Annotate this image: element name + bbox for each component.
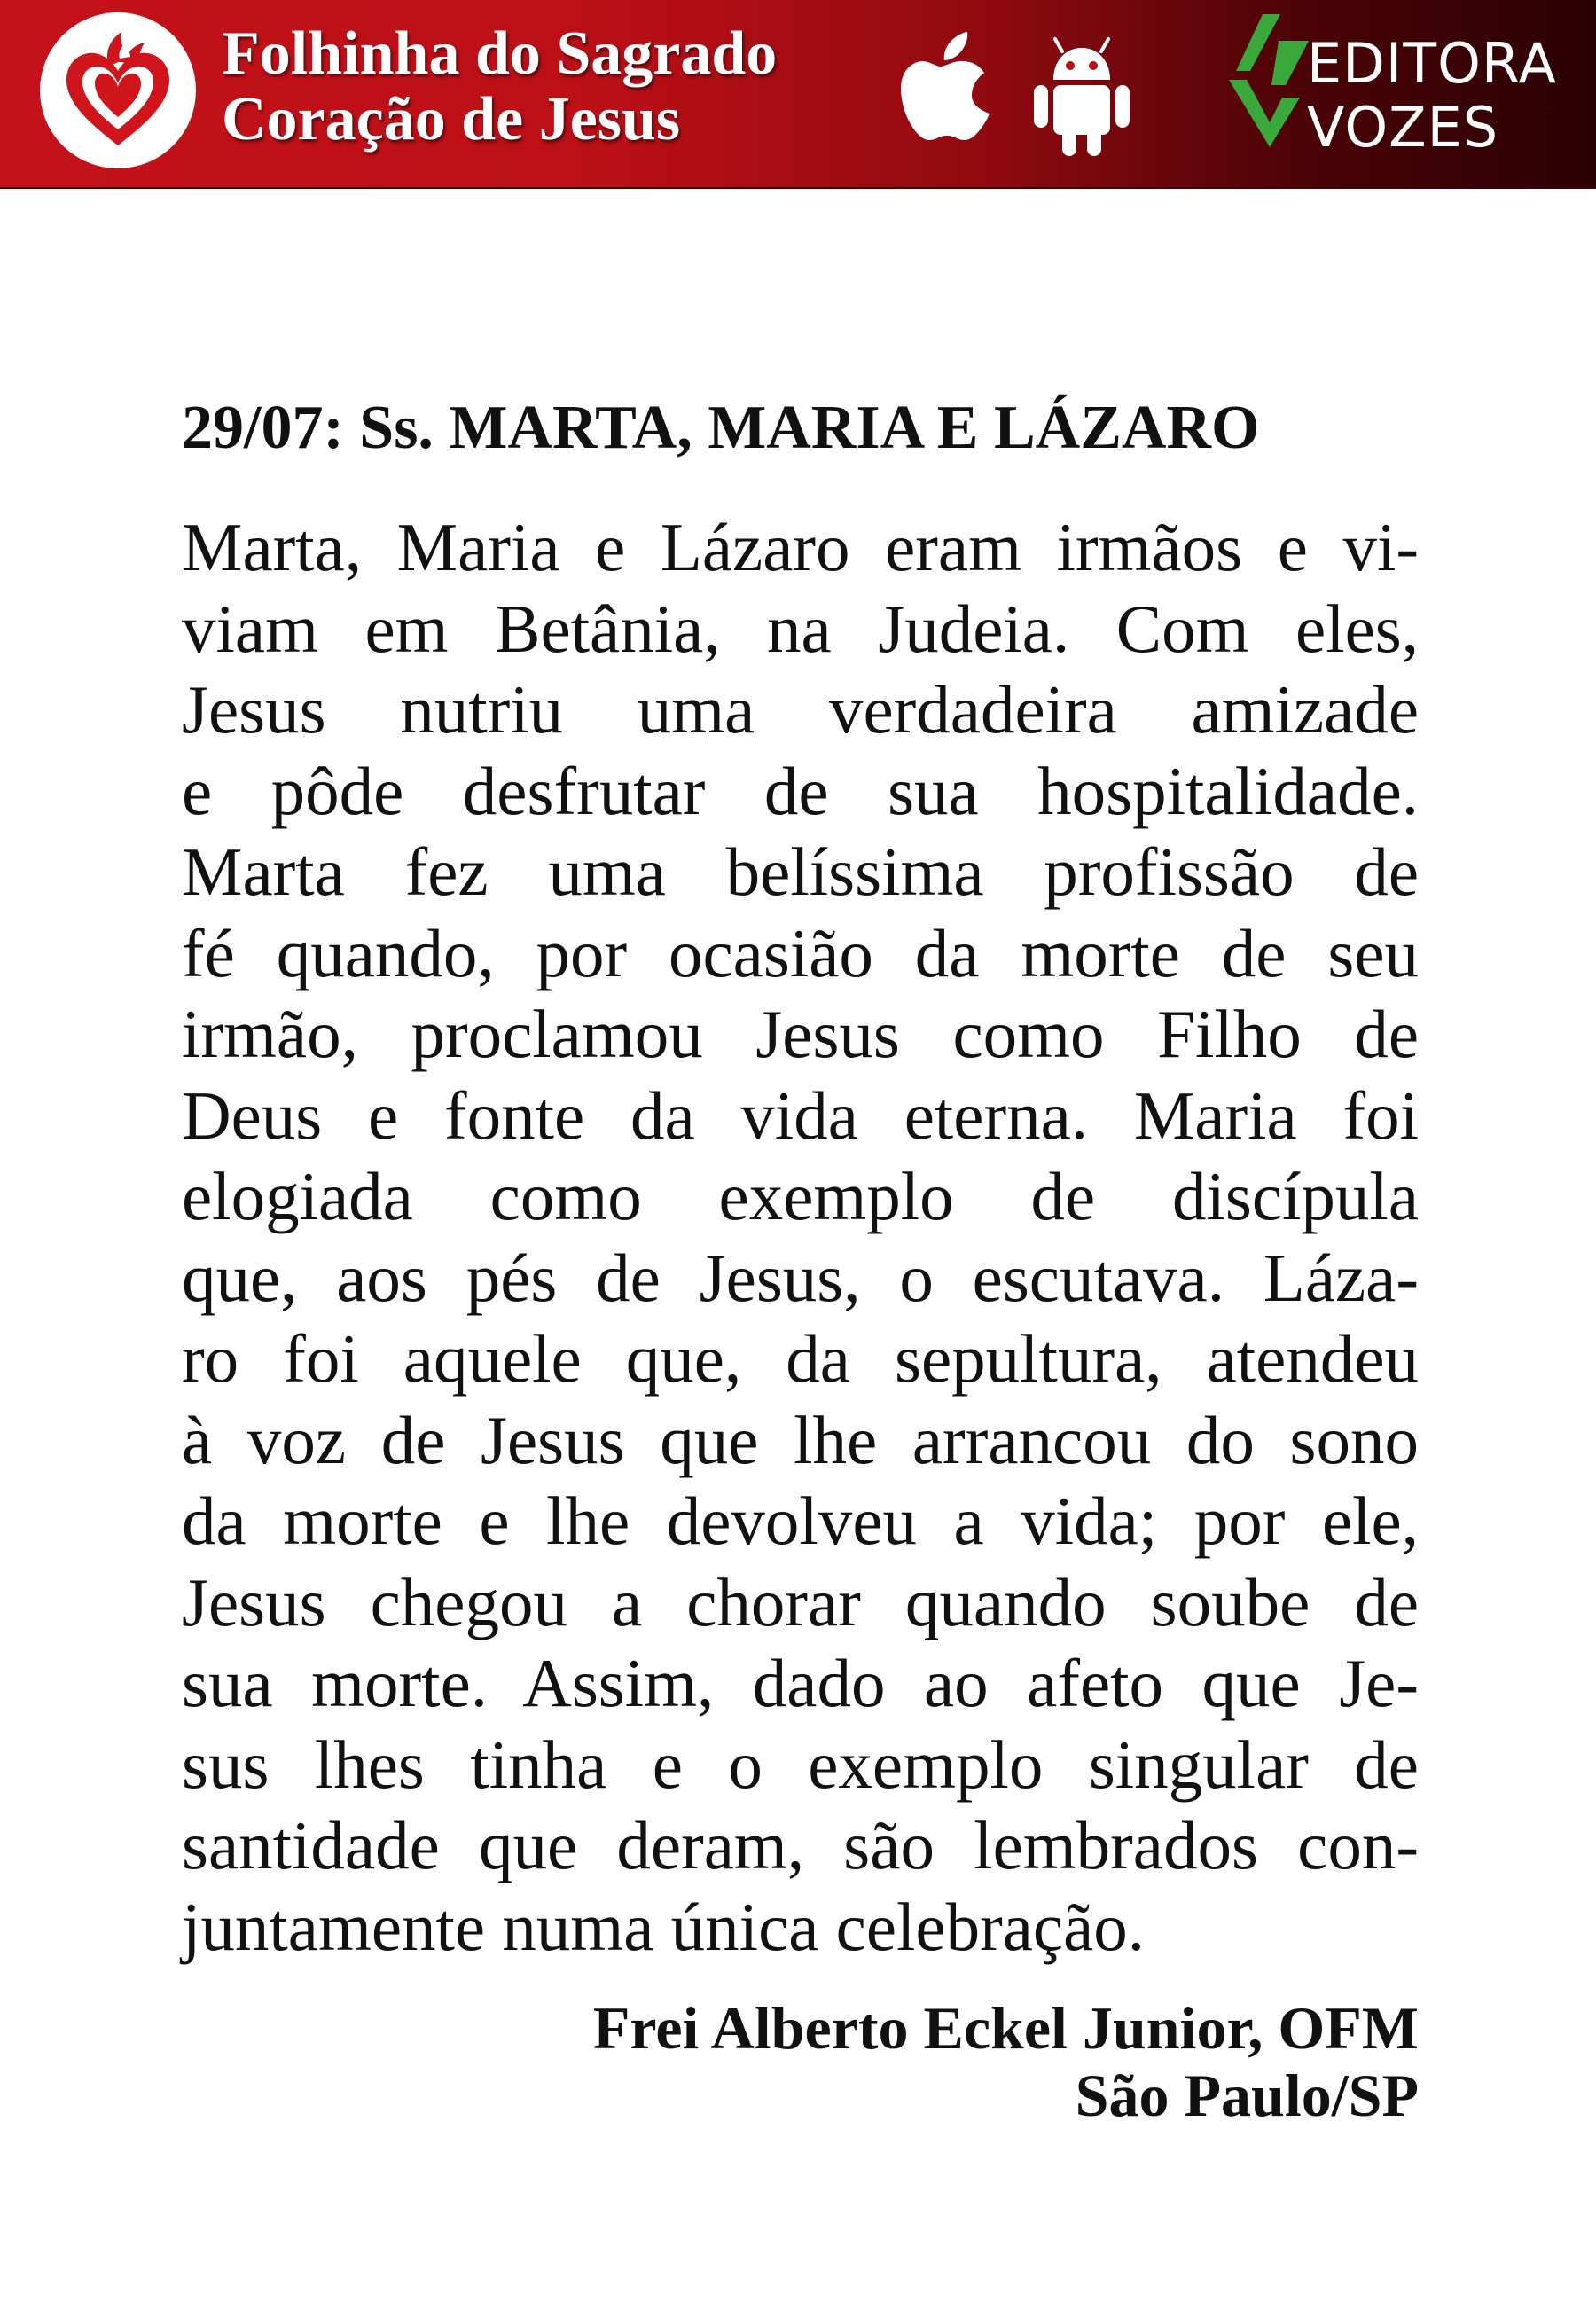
- app-header-banner: [0, 0, 1596, 189]
- app-logo[interactable]: [40, 12, 196, 168]
- body-line: sus lhes tinha e o exemplo singular de: [182, 1726, 1419, 1803]
- body-line: Jesus nutriu uma verdadeira amizade: [182, 671, 1419, 748]
- author-location: São Paulo/SP: [1075, 2062, 1419, 2129]
- sacred-heart-icon: [40, 12, 196, 168]
- android-icon[interactable]: [1027, 35, 1137, 160]
- body-line: juntamente numa única celebração.: [182, 1888, 1146, 1965]
- apple-icon[interactable]: [896, 30, 1002, 154]
- app-title-line-1: Folhinha do Sagrado: [222, 20, 778, 88]
- body-line: Jesus chegou a chorar quando soube de: [182, 1563, 1419, 1640]
- body-line: Marta fez uma belíssima profissão de: [182, 834, 1419, 910]
- publisher-name: [1307, 32, 1557, 160]
- editora-vozes-logo-icon: [1224, 14, 1312, 147]
- author-name: Frei Alberto Eckel Junior, OFM: [592, 1994, 1419, 2062]
- body-line: que, aos pés de Jesus, o escutava. Láza-: [182, 1239, 1419, 1316]
- article-heading: 29/07: Ss. MARTA, MARIA E LÁZARO: [182, 394, 1260, 462]
- body-line: Marta, Maria e Lázaro eram irmãos e vi-: [182, 509, 1419, 585]
- body-line: irmão, proclamou Jesus como Filho de: [182, 996, 1419, 1072]
- publisher-name-line-2: VOZES: [1307, 95, 1499, 160]
- body-line: ro foi aquele que, da sepultura, atendeu: [182, 1320, 1419, 1397]
- app-title-line-2: Coração de Jesus: [222, 85, 681, 153]
- saint-of-the-day-article: [182, 387, 1419, 2129]
- body-line: da morte e lhe devolveu a vida; por ele,: [182, 1483, 1419, 1559]
- article-signature: [182, 1994, 1419, 2129]
- body-line: elogiada como exemplo de discípula: [182, 1158, 1419, 1234]
- body-line: santidade que deram, são lembrados con-: [182, 1807, 1419, 1883]
- body-line: viam em Betânia, na Judeia. Com eles,: [182, 590, 1419, 667]
- article-body: [182, 507, 1419, 1968]
- body-line: fé quando, por ocasião da morte de seu: [182, 914, 1419, 991]
- body-line: e pôde desfrutar de sua hospitalidade.: [182, 752, 1419, 829]
- body-line: à voz de Jesus que lhe arrancou do sono: [182, 1401, 1419, 1478]
- body-line: sua morte. Assim, dado ao afeto que Je-: [182, 1645, 1419, 1721]
- app-title: [222, 21, 860, 153]
- body-line: Deus e fonte da vida eterna. Maria foi: [182, 1076, 1419, 1154]
- publisher-name-line-1: EDITORA: [1307, 31, 1557, 96]
